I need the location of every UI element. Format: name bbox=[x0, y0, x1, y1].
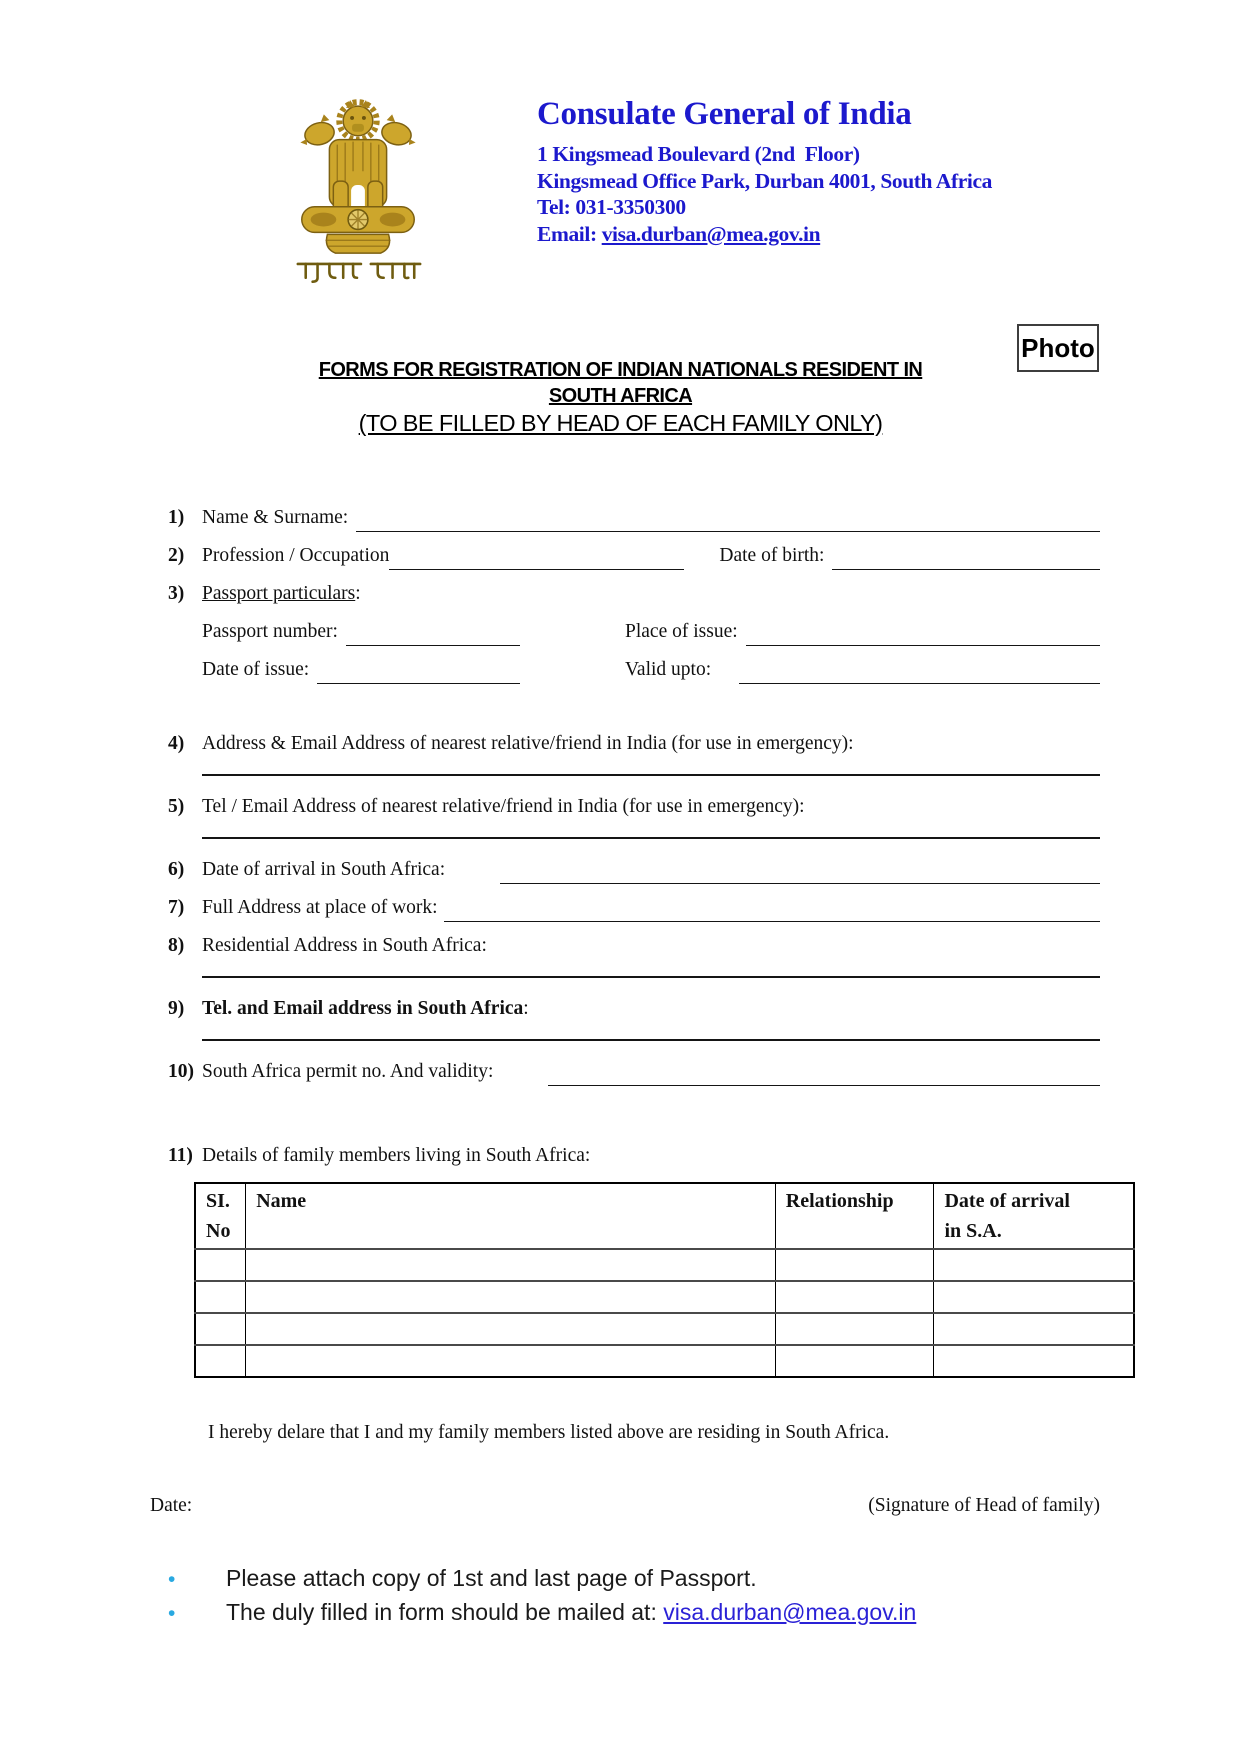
header-name-l1: Name bbox=[256, 1190, 307, 1212]
relative-tel-line bbox=[202, 837, 1100, 839]
item-number: 6) bbox=[168, 859, 185, 880]
tel-line: Tel: 031-3350300 bbox=[537, 195, 686, 219]
permit-line bbox=[548, 1081, 1100, 1086]
valid-upto-line bbox=[739, 679, 1100, 684]
item-number: 8) bbox=[168, 935, 185, 956]
family-table-cell bbox=[775, 1249, 934, 1281]
form-body bbox=[150, 503, 1100, 1630]
residential-address-label: Residential Address in South Africa: bbox=[202, 935, 487, 956]
date-label: Date: bbox=[150, 1495, 193, 1516]
valid-upto-label: Valid upto: bbox=[625, 659, 712, 680]
form-item-2 bbox=[168, 541, 1100, 570]
family-table-cell bbox=[195, 1249, 246, 1281]
family-table-cell bbox=[934, 1249, 1134, 1281]
form-item-9 bbox=[168, 994, 1100, 1023]
form-item-11 bbox=[168, 1141, 1100, 1170]
form-item-5 bbox=[168, 792, 1100, 821]
form-item-3 bbox=[168, 579, 1100, 608]
family-table-cell bbox=[775, 1313, 934, 1345]
org-name: Consulate General of India bbox=[537, 96, 912, 132]
header-slno-l1: SI. bbox=[206, 1190, 230, 1212]
email-line bbox=[537, 221, 992, 248]
form-title bbox=[0, 357, 1241, 438]
email-label: Email: bbox=[537, 221, 602, 246]
form-item-6 bbox=[168, 855, 1100, 884]
title-line-1: FORMS FOR REGISTRATION OF INDIAN NATIONALS RESIDENT IN bbox=[318, 359, 923, 381]
residential-address-line bbox=[202, 976, 1100, 978]
family-table-cell bbox=[934, 1313, 1134, 1345]
family-table-row bbox=[195, 1345, 1134, 1377]
photo-box-label: Photo bbox=[1021, 332, 1095, 363]
family-table-cell bbox=[934, 1345, 1134, 1377]
footer-notes bbox=[168, 1562, 1100, 1630]
form-item-1 bbox=[168, 503, 1100, 532]
mail-link[interactable]: visa.durban@mea.gov.in bbox=[663, 1599, 917, 1625]
colon: : bbox=[355, 583, 361, 604]
colon: : bbox=[523, 998, 529, 1019]
permit-label: South Africa permit no. And validity: bbox=[202, 1061, 494, 1082]
name-surname-label: Name & Surname: bbox=[202, 507, 349, 528]
note-item bbox=[168, 1596, 1100, 1630]
bullet-icon: • bbox=[168, 1568, 176, 1591]
header-arrival-l2: in S.A. bbox=[944, 1220, 1002, 1242]
form-item-4 bbox=[168, 729, 1100, 758]
family-table-cell bbox=[246, 1249, 776, 1281]
family-table-cell bbox=[195, 1281, 246, 1313]
work-address-label: Full Address at place of work: bbox=[202, 897, 438, 918]
india-emblem-icon bbox=[284, 90, 432, 278]
family-table-header-row bbox=[195, 1183, 1134, 1249]
family-table-cell bbox=[934, 1281, 1134, 1313]
family-table-cell bbox=[195, 1313, 246, 1345]
arrival-date-line bbox=[500, 879, 1100, 884]
item-number: 2) bbox=[168, 545, 185, 566]
work-address-line bbox=[444, 917, 1100, 922]
note-item bbox=[168, 1562, 1100, 1596]
item-number: 9) bbox=[168, 998, 185, 1019]
sa-tel-email-line bbox=[202, 1039, 1100, 1041]
family-table-row bbox=[195, 1313, 1134, 1345]
sa-tel-email-label: Tel. and Email address in South Africa bbox=[202, 998, 524, 1019]
date-of-birth-line bbox=[832, 565, 1100, 570]
title-line-3: (TO BE FILLED BY HEAD OF EACH FAMILY ONLY) bbox=[358, 410, 883, 436]
passport-row-1 bbox=[202, 617, 1100, 646]
form-item-7 bbox=[168, 893, 1100, 922]
family-table-row bbox=[195, 1281, 1134, 1313]
family-table-row bbox=[195, 1249, 1134, 1281]
family-table-cell bbox=[246, 1281, 776, 1313]
profession-line bbox=[389, 565, 684, 570]
title-line-2: SOUTH AFRICA bbox=[548, 385, 693, 407]
consulate-header bbox=[537, 96, 992, 247]
email-link[interactable]: visa.durban@mea.gov.in bbox=[601, 221, 821, 246]
arrival-date-label: Date of arrival in South Africa: bbox=[202, 859, 446, 880]
relative-address-line bbox=[202, 774, 1100, 776]
family-table-cell bbox=[775, 1281, 934, 1313]
item-number: 5) bbox=[168, 796, 185, 817]
note-text: The duly filled in form should be mailed at: bbox=[226, 1599, 664, 1625]
address-line-2: Kingsmead Office Park, Durban 4001, South Africa bbox=[537, 168, 992, 193]
header-arrival-l1: Date of arrival bbox=[944, 1190, 1070, 1212]
item-number: 1) bbox=[168, 507, 185, 528]
profession-label: Profession / Occupation bbox=[202, 545, 390, 566]
family-members-table bbox=[194, 1182, 1135, 1378]
relative-address-label: Address & Email Address of nearest relative/friend in India (for use in emergency): bbox=[202, 733, 854, 754]
item-number: 3) bbox=[168, 583, 185, 604]
name-surname-line bbox=[356, 527, 1100, 532]
header-name bbox=[246, 1183, 776, 1249]
date-of-birth-label: Date of birth: bbox=[719, 545, 825, 566]
item-number: 11) bbox=[168, 1145, 193, 1166]
family-table-cell bbox=[775, 1345, 934, 1377]
family-table-cell bbox=[246, 1345, 776, 1377]
note-text: Please attach copy of 1st and last page of Passport. bbox=[226, 1565, 757, 1591]
item-number: 4) bbox=[168, 733, 185, 754]
relative-tel-label: Tel / Email Address of nearest relative/friend in India (for use in emergency): bbox=[202, 796, 805, 817]
item-number: 7) bbox=[168, 897, 185, 918]
place-of-issue-label: Place of issue: bbox=[625, 621, 738, 642]
header-relationship-l1: Relationship bbox=[785, 1190, 894, 1212]
bullet-icon: • bbox=[168, 1602, 176, 1625]
passport-particulars-label: Passport particulars bbox=[202, 583, 356, 604]
signature-label: (Signature of Head of family) bbox=[868, 1495, 1100, 1516]
date-of-issue-line bbox=[317, 679, 520, 684]
date-of-issue-label: Date of issue: bbox=[202, 659, 310, 680]
place-of-issue-line bbox=[746, 641, 1100, 646]
declaration-text: I hereby delare that I and my family members listed above are residing in South Africa. bbox=[208, 1422, 890, 1443]
header-slno bbox=[195, 1183, 246, 1249]
header-relationship bbox=[775, 1183, 934, 1249]
passport-row-2 bbox=[202, 655, 1100, 684]
family-table-cell bbox=[195, 1345, 246, 1377]
form-item-10 bbox=[168, 1057, 1100, 1086]
family-table-cell bbox=[246, 1313, 776, 1345]
passport-number-label: Passport number: bbox=[202, 621, 338, 642]
address-line-1: 1 Kingsmead Boulevard (2nd Floor) bbox=[537, 142, 860, 166]
lion-capital-graphic bbox=[284, 90, 432, 283]
passport-number-line bbox=[346, 641, 520, 646]
header-arrival bbox=[934, 1183, 1134, 1249]
form-item-8 bbox=[168, 931, 1100, 960]
date-signature-row bbox=[150, 1491, 1100, 1520]
item-number: 10) bbox=[168, 1061, 194, 1082]
family-details-label: Details of family members living in South Africa: bbox=[202, 1145, 591, 1166]
header-slno-l2: No bbox=[206, 1220, 231, 1242]
